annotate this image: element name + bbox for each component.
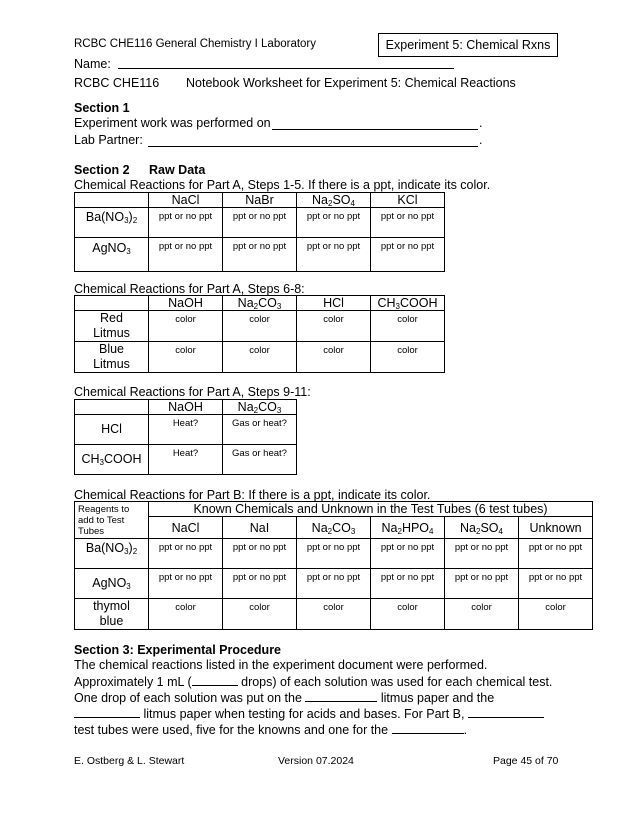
period-2: . — [479, 133, 483, 147]
procedure-text: One drop of each solution was put on the — [74, 691, 306, 705]
table4-cell[interactable]: ppt or no ppt — [371, 539, 445, 569]
table1-col-nacl: NaCl — [149, 193, 223, 208]
table3-col-naoh: NaOH — [149, 400, 223, 415]
name-field[interactable] — [118, 56, 454, 69]
row-label-line: thymol — [93, 599, 130, 613]
table3-corner — [75, 400, 149, 415]
table1-col-kcl: KCl — [371, 193, 445, 208]
table1-row-agno3: AgNO$_3$ — [75, 238, 149, 272]
table4-cell[interactable]: color — [149, 599, 223, 630]
table4-cell[interactable]: ppt or no ppt — [445, 569, 519, 599]
reagent-line: add to Test — [78, 514, 125, 526]
table4-col-nai: NaI — [223, 517, 297, 539]
table2-cell[interactable]: color — [223, 342, 297, 373]
table4-cell[interactable]: color — [297, 599, 371, 630]
table4-cell[interactable]: ppt or no ppt — [519, 569, 593, 599]
procedure-line-5 — [74, 722, 467, 737]
table4-cell[interactable]: color — [223, 599, 297, 630]
experiment-box-label: Experiment 5: Chemical Rxns — [385, 38, 551, 52]
worksheet-title: Notebook Worksheet for Experiment 5: Chemical Reactions — [186, 76, 516, 90]
table1-cell[interactable]: ppt or no ppt — [371, 238, 445, 272]
table1-cell[interactable]: ppt or no ppt — [297, 238, 371, 272]
table4-group-header: Known Chemicals and Unknown in the Test Tubes (6 test tubes) — [149, 502, 593, 517]
procedure-text: drops) of each solution was used for each chemical test. — [237, 675, 553, 689]
table1-cell[interactable]: ppt or no ppt — [149, 208, 223, 238]
experiment-box — [378, 33, 558, 57]
table4-cell[interactable]: ppt or no ppt — [445, 539, 519, 569]
table3-row-ch3cooh: $CH_3COOH$ — [75, 445, 149, 475]
table2-col-naoh: NaOH — [149, 296, 223, 311]
period-1: . — [479, 116, 483, 130]
table2-cell[interactable]: color — [371, 342, 445, 373]
table1-cell[interactable]: ppt or no ppt — [149, 238, 223, 272]
section2-subheading: Raw Data — [149, 163, 206, 177]
table2-cell[interactable]: color — [223, 311, 297, 342]
table4-cell[interactable]: color — [371, 599, 445, 630]
procedure-text: test tubes were used, five for the knowns and one for the — [74, 723, 392, 737]
row-label-line: Blue — [98, 342, 125, 356]
table1-caption: Chemical Reactions for Part A, Steps 1-5. If there is a ppt, indicate its color. — [74, 178, 491, 192]
litmus-color-blank-1[interactable] — [305, 690, 377, 702]
table3-cell[interactable]: Gas or heat? — [223, 415, 297, 445]
procedure-line-1: The chemical reactions listed in the experiment document were performed. — [74, 658, 488, 672]
course-short: RCBC CHE116 — [74, 76, 160, 90]
procedure-line-4 — [74, 706, 544, 721]
table4-cell[interactable]: ppt or no ppt — [297, 569, 371, 599]
procedure-text: litmus paper and the — [377, 691, 495, 705]
table4-col-na2hpo4: $Na_2HPO_4$ — [371, 517, 445, 539]
table4-cell[interactable]: ppt or no ppt — [149, 569, 223, 599]
table2-col-ch3cooh: $CH_3COOH$ — [371, 296, 445, 311]
lab-partner-field[interactable] — [148, 133, 478, 147]
performed-label: Experiment work was performed on — [74, 116, 271, 130]
table4-col-na2so4: $Na_2SO_4$ — [445, 517, 519, 539]
table2-cell[interactable]: color — [149, 311, 223, 342]
table4-col-nacl: NaCl — [149, 517, 223, 539]
table1-cell[interactable]: ppt or no ppt — [297, 208, 371, 238]
table4-cell[interactable]: ppt or no ppt — [297, 539, 371, 569]
test-tube-count-blank[interactable] — [468, 706, 544, 718]
row-label-line: Litmus — [93, 326, 130, 340]
table4-cell[interactable]: color — [519, 599, 593, 630]
table4-cell[interactable]: ppt or no ppt — [223, 539, 297, 569]
table2 — [74, 295, 445, 373]
table1-cell[interactable]: ppt or no ppt — [223, 208, 297, 238]
reagent-line: Tubes — [78, 525, 105, 537]
procedure-text: . — [463, 723, 468, 737]
footer-version: Version 07.2024 — [278, 755, 354, 767]
table3-caption: Chemical Reactions for Part A, Steps 9-11: — [74, 385, 311, 399]
procedure-line-3 — [74, 690, 494, 705]
footer-authors: E. Ostberg & L. Stewart — [74, 755, 185, 767]
table4-cell[interactable]: ppt or no ppt — [371, 569, 445, 599]
partner-label: Lab Partner: — [74, 133, 143, 147]
table1-cell[interactable]: ppt or no ppt — [371, 208, 445, 238]
table3-row-hcl: HCl — [75, 415, 149, 445]
table2-row-red-litmus — [75, 311, 149, 342]
litmus-color-blank-2[interactable] — [74, 706, 140, 718]
table3-cell[interactable]: Gas or heat? — [223, 445, 297, 475]
table4-col-na2co3: $Na_2CO_3$ — [297, 517, 371, 539]
table2-caption: Chemical Reactions for Part A, Steps 6-8: — [74, 282, 305, 296]
footer-page: Page 45 of 70 — [493, 755, 559, 767]
table4-row-thymol-blue — [75, 599, 149, 630]
section3-heading: Section 3: Experimental Procedure — [74, 643, 282, 657]
table4-cell[interactable]: ppt or no ppt — [223, 569, 297, 599]
table2-cell[interactable]: color — [297, 342, 371, 373]
reagent-line: Reagents to — [78, 503, 130, 515]
procedure-text: litmus paper when testing for acids and bases. For Part B, — [140, 707, 468, 721]
table1-col-na2so4: $Na_2SO_4$ — [297, 193, 371, 208]
table4-cell[interactable]: ppt or no ppt — [149, 539, 223, 569]
table2-cell[interactable]: color — [149, 342, 223, 373]
table4 — [74, 501, 593, 630]
table1 — [74, 192, 445, 272]
course-title: RCBC CHE116 General Chemistry I Laboratory — [74, 38, 317, 50]
table1-row-bano3: $Ba(NO_3)_2$ — [75, 208, 149, 238]
row-label-line: Litmus — [93, 357, 130, 371]
table4-cell[interactable]: color — [445, 599, 519, 630]
procedure-line-2 — [74, 674, 552, 689]
table2-cell[interactable]: color — [371, 311, 445, 342]
unknown-blank[interactable] — [392, 722, 464, 734]
table1-cell[interactable]: ppt or no ppt — [223, 238, 297, 272]
procedure-text: Approximately 1 mL ( — [74, 675, 192, 689]
section2-heading: Section 2 — [74, 163, 130, 177]
table2-row-blue-litmus — [75, 342, 149, 373]
table3-cell[interactable]: Heat? — [149, 445, 223, 475]
table3 — [74, 399, 297, 475]
table4-caption: Chemical Reactions for Part B: If there is a ppt, indicate its color. — [74, 488, 431, 502]
name-label: Name: — [74, 57, 111, 71]
table4-cell[interactable]: ppt or no ppt — [519, 539, 593, 569]
table4-reagent-label — [75, 502, 149, 539]
row-label-line: Red — [100, 311, 123, 325]
table2-cell[interactable]: color — [297, 311, 371, 342]
table4-col-unknown: Unknown — [519, 517, 593, 539]
table1-corner — [75, 193, 149, 208]
table2-col-na2co3: $Na_2CO_3$ — [223, 296, 297, 311]
table4-row-bano3: $Ba(NO_3)_2$ — [75, 539, 149, 569]
table2-col-hcl: HCl — [297, 296, 371, 311]
table3-col-na2co3: $Na_2CO_3$ — [223, 400, 297, 415]
drops-blank[interactable] — [192, 674, 238, 686]
table2-corner — [75, 296, 149, 311]
table4-row-agno3: AgNO$_3$ — [75, 569, 149, 599]
section1-heading: Section 1 — [74, 101, 130, 115]
row-label-line: blue — [99, 614, 124, 628]
performed-date-field[interactable] — [272, 116, 478, 130]
table3-cell[interactable]: Heat? — [149, 415, 223, 445]
table1-col-nabr: NaBr — [223, 193, 297, 208]
